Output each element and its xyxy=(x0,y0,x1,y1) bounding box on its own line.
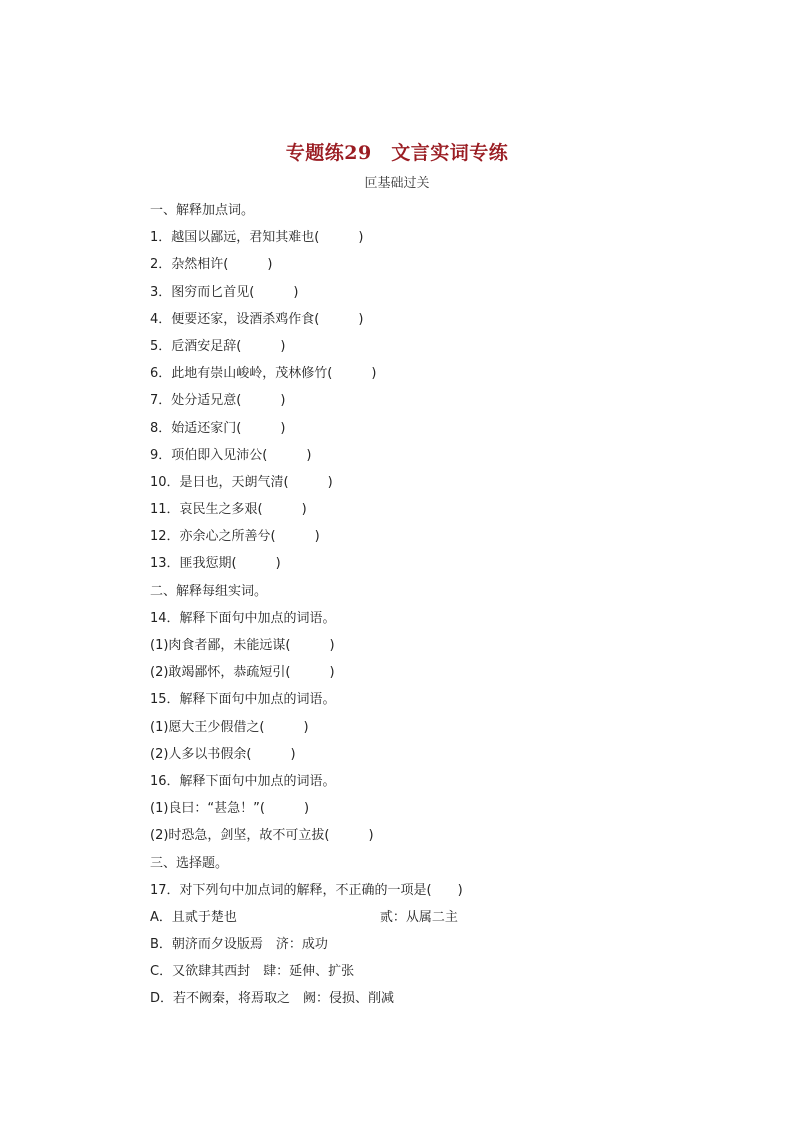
text-line: (2)敢竭鄙怀，恭疏短引( ) xyxy=(150,665,335,681)
text-line: B．朝济而夕设版焉 济：成功 xyxy=(150,937,328,953)
text-line: (2)人多以书假余( ) xyxy=(150,746,296,762)
text-line: 3．图穷而匕首见( ) xyxy=(150,284,299,300)
text-line: 二、解释每组实词。 xyxy=(150,583,268,599)
text-line: 13．匪我愆期( ) xyxy=(150,556,281,572)
text-line: 2．杂然相许( ) xyxy=(150,257,273,273)
text-line: 15．解释下面句中加点的词语。 xyxy=(150,692,336,708)
text-line: 9．项伯即入见沛公( ) xyxy=(150,447,312,463)
text-line: 17．对下列句中加点词的解释，不正确的一项是( ) xyxy=(150,882,463,898)
text-line: 一、解释加点词。 xyxy=(150,203,255,218)
text-line: 11．哀民生之多艰( ) xyxy=(150,502,307,518)
text-line: (2)时恐急，剑坚，故不可立拔( ) xyxy=(150,828,374,844)
text-line: 4．便要还家，设酒杀鸡作食( ) xyxy=(150,311,364,327)
text-line: 7．处分适兄意( ) xyxy=(150,393,286,409)
text-line: (1)良曰：“甚急！”( ) xyxy=(150,801,310,817)
text-line: 14．解释下面句中加点的词语。 xyxy=(150,610,336,626)
text-line: 12．亦余心之所善兮( ) xyxy=(150,529,320,545)
text-line: C．又欲肆其西封 肆：延伸、扩张 xyxy=(150,964,355,980)
text-line: D．若不阙秦，将焉取之 阙：侵损、削减 xyxy=(150,991,395,1007)
question-list xyxy=(150,197,670,1013)
text-line: A．且贰于楚也 贰：从属二主 xyxy=(150,909,458,925)
text-line: 5．卮酒安足辞( ) xyxy=(150,338,286,354)
text-line: 6．此地有崇山峻岭，茂林修竹( ) xyxy=(150,366,377,382)
text-line: 8．始适还家门( ) xyxy=(150,420,286,436)
text-line: (1)肉食者鄙，未能远谋( ) xyxy=(150,638,335,653)
section-subtitle: 叵基础过关 xyxy=(364,176,430,191)
text-line: 三、选择题。 xyxy=(150,855,229,871)
text-line: (1)愿大王少假借之( ) xyxy=(150,719,309,735)
text-line: 10．是日也，天朗气清( ) xyxy=(150,474,333,490)
text-line: 1．越国以鄙远，君知其难也( ) xyxy=(150,230,364,246)
text-line: 16．解释下面句中加点的词语。 xyxy=(150,773,336,789)
page-title: 专题练29 文言实词专练 xyxy=(285,142,509,164)
